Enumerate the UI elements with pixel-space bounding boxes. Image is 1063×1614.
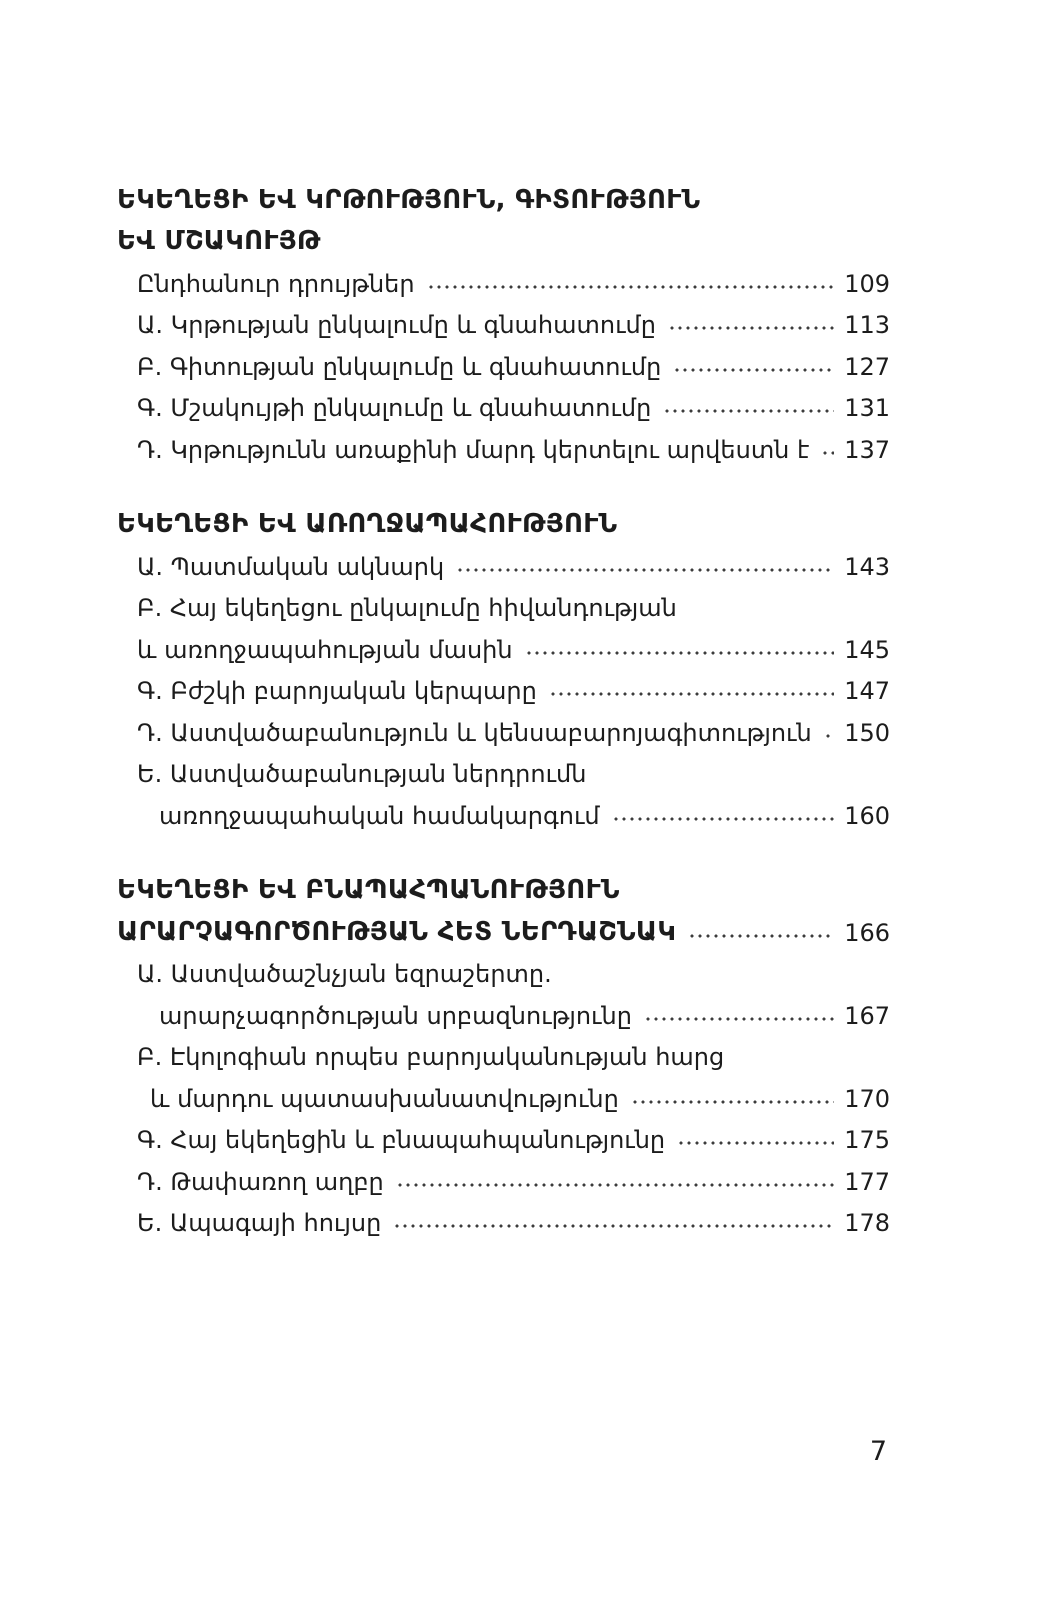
entry-title: Դ. Աստվածաբանություն և կենսաբարոյագիտություն [137, 718, 812, 747]
entry-title: Ե. Ապագայի հույսը [137, 1209, 382, 1238]
entry-title: և մարդու պատասխանատվությունը [150, 1084, 619, 1113]
toc-entry-row [117, 1031, 890, 1073]
entry-page-number: 177 [844, 1167, 890, 1196]
toc-entry-row [117, 1155, 890, 1197]
dot-leader [525, 651, 835, 655]
toc-entry-row [117, 789, 890, 831]
entry-page-number: 150 [844, 718, 890, 747]
dot-leader [456, 568, 834, 572]
dot-leader [673, 368, 834, 372]
toc-entry-row [117, 540, 890, 582]
dot-leader [631, 1100, 834, 1104]
entry-title: առողջապահական համակարգում [159, 801, 600, 830]
heading-title: ԵՎ ՄՇԱԿՈՒՅԹ [117, 226, 321, 257]
toc-entry-row [117, 1114, 890, 1156]
entry-title: Բ. Հայ եկեղեցու ընկալումը հիվանդության [137, 594, 677, 623]
toc-heading-row [117, 865, 890, 907]
dot-leader [644, 1017, 834, 1021]
dot-leader [612, 817, 835, 821]
toc-entry-row [117, 257, 890, 299]
entry-title: Ա. Կրթության ընկալումը և գնահատումը [137, 311, 656, 340]
entry-title: Ա. Աստվածաշնչյան եզրաշերտը. [137, 960, 552, 989]
toc-entry-row [117, 989, 890, 1031]
dot-leader [427, 285, 835, 289]
entry-page-number: 160 [844, 801, 890, 830]
entry-title: Ա. Պատմական ակնարկ [137, 552, 445, 581]
entry-title: Բ. Էկոլոգիան որպես բարոյականության հարց [137, 1043, 725, 1072]
entry-title: Դ. Կրթությունն առաքինի մարդ կերտելու արվեստն է [137, 435, 810, 464]
entry-page-number: 167 [844, 1001, 890, 1030]
toc-entry-row [117, 382, 890, 424]
toc-section [117, 865, 890, 1239]
toc-heading-row [117, 174, 890, 216]
toc-entry-row [117, 948, 890, 990]
toc-entry-row [117, 423, 890, 465]
entry-page-number: 170 [844, 1084, 890, 1113]
heading-title: ԵԿԵՂԵՑԻ ԵՎ ԲՆԱՊԱՀՊԱՆՈՒԹՅՈՒՆ [117, 875, 620, 906]
entry-page-number: 147 [844, 677, 890, 706]
toc-entry-row [117, 299, 890, 341]
dot-leader [663, 409, 834, 413]
entry-page-number: 145 [844, 635, 890, 664]
entry-page-number: 143 [844, 552, 890, 581]
entry-title: Գ. Բժշկի բարոյական կերպարը [137, 677, 537, 706]
page-number: 7 [869, 1436, 887, 1467]
dot-leader [396, 1183, 834, 1187]
entry-title: Ե. Աստվածաբանության ներդրումն [137, 760, 587, 789]
entry-page-number: 178 [844, 1209, 890, 1238]
entry-page-number: 175 [844, 1126, 890, 1155]
toc-entry-row [117, 1072, 890, 1114]
dot-leader [549, 692, 834, 696]
dot-leader [668, 326, 834, 330]
dot-leader [824, 734, 834, 738]
entry-title: Բ. Գիտության ընկալումը և գնահատումը [137, 352, 662, 381]
toc-entry-row [117, 706, 890, 748]
entry-page-number: 109 [844, 269, 890, 298]
toc-section [117, 174, 890, 465]
toc-entry-row [117, 340, 890, 382]
entry-page-number: 166 [844, 918, 890, 947]
toc-entry-row [117, 665, 890, 707]
toc-section [117, 499, 890, 831]
entry-title: Գ. Մշակույթի ընկալումը և գնահատումը [137, 394, 652, 423]
toc-heading-row [117, 499, 890, 541]
entry-page-number: 127 [844, 352, 890, 381]
entry-title: արարչագործության սրբազնությունը [159, 1001, 632, 1030]
entry-title: Ընդհանուր դրույթներ [137, 269, 415, 298]
heading-title: ԵԿԵՂԵՑԻ ԵՎ ԿՐԹՈՒԹՅՈՒՆ, ԳԻՏՈՒԹՅՈՒՆ [117, 184, 701, 215]
toc-entry-row [117, 623, 890, 665]
dot-leader [393, 1224, 834, 1228]
toc-entry-row [117, 1197, 890, 1239]
dot-leader [821, 451, 834, 455]
dot-leader [677, 1141, 834, 1145]
table-of-contents [117, 174, 890, 1238]
toc-entry-row [117, 582, 890, 624]
toc-heading-row [117, 216, 890, 258]
dot-leader [688, 934, 834, 938]
entry-page-number: 113 [844, 311, 890, 340]
heading-title: ԱՐԱՐՉԱԳՈՐԾՈՒԹՅԱՆ ՀԵՏ ՆԵՐԴԱՇՆԱԿ [117, 916, 677, 947]
heading-title: ԵԿԵՂԵՑԻ ԵՎ ԱՌՈՂՋԱՊԱՀՈՒԹՅՈՒՆ [117, 509, 618, 540]
entry-title: Գ. Հայ եկեղեցին և բնապահպանությունը [137, 1126, 666, 1155]
toc-heading-row [117, 906, 890, 948]
entry-page-number: 137 [844, 435, 890, 464]
entry-title: Դ. Թափառող աղբը [137, 1167, 384, 1196]
entry-page-number: 131 [844, 394, 890, 423]
toc-entry-row [117, 748, 890, 790]
entry-title: և առողջապահության մասին [137, 635, 513, 664]
